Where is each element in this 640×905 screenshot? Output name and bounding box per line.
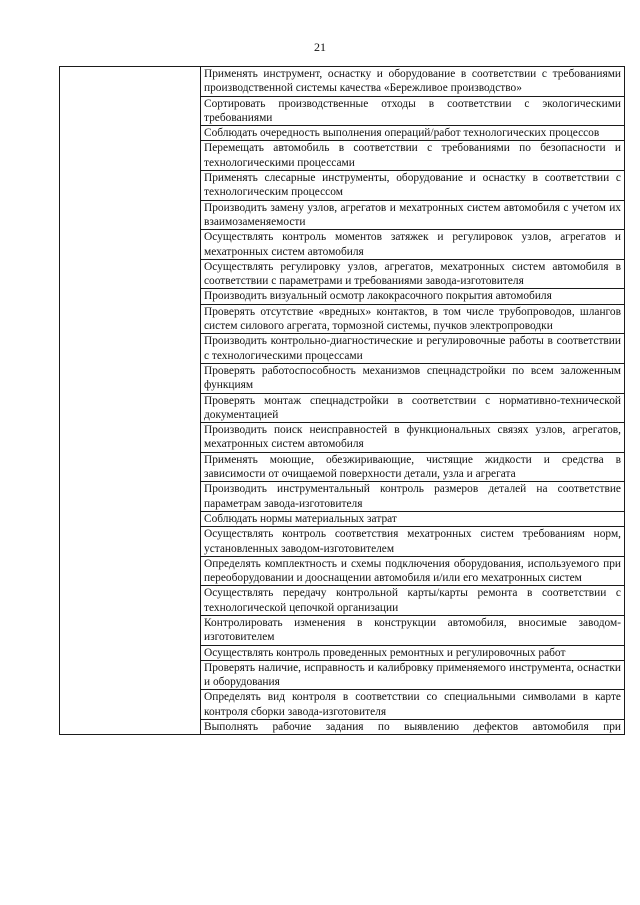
cell-text: Производить поиск неисправностей в функциональных связях узлов, агрегатов, мехатронных систем автомобиля: [204, 424, 621, 451]
cell-text-partial: Выполнять рабочие задания по выявлению дефектов автомобиля при: [204, 721, 621, 734]
cell-text: Осуществлять контроль проведенных ремонтных и регулировочных работ: [204, 646, 566, 659]
cell-text: Проверять отсутствие «вредных» контактов, в том числе трубопроводов, шлангов систем силового агрегата, тормозной системы, пучков электропроводки: [204, 305, 621, 333]
table-cell: [201, 586, 625, 616]
table-cell: [201, 393, 625, 423]
cell-text: Проверять наличие, исправность и калибровку применяемого инструмента, оснастки и оборудования: [204, 661, 621, 689]
table-cell: [201, 615, 625, 645]
table-cell: [201, 126, 625, 141]
left-column-cell: [60, 67, 201, 735]
table-cell-partial: [201, 720, 625, 735]
table-cell: [201, 200, 625, 230]
table-cell: [201, 690, 625, 720]
table-cell: [201, 259, 625, 289]
cell-text: Соблюдать очередность выполнения операций/работ технологических процессов: [204, 127, 600, 140]
cell-text: Применять слесарные инструменты, оборудование и оснастку в соответствии с технологическим процессом: [204, 172, 621, 199]
table-row: [60, 67, 625, 97]
cell-text: Производить инструментальный контроль размеров деталей на соответствие параметрам завода-изготовителя: [204, 483, 621, 510]
table-cell: [201, 423, 625, 453]
table-cell: [201, 452, 625, 482]
cell-text: Применять инструмент, оснастку и оборудование в соответствии с требованиями производственной системы качества «Бережливое производство»: [204, 68, 621, 95]
cell-text: Осуществлять контроль моментов затяжек и регулировок узлов, агрегатов и мехатронных систем автомобиля: [204, 231, 621, 258]
cell-text: Определять комплектность и схемы подключения оборудования, используемого при переоборудовании и дооснащении автомобиля и/или его мехатронных систем: [204, 557, 621, 585]
cell-text: Проверять работоспособность механизмов спецнадстройки по всем заложенным функциям: [204, 364, 621, 392]
cell-text: Контролировать изменения в конструкции автомобиля, вносимые заводом-изготовителем: [204, 616, 621, 644]
cell-text: Применять моющие, обезжиривающие, чистящие жидкости и средства в зависимости от очищаемой поверхности детали, узла и агрегата: [204, 453, 621, 481]
table-cell: [201, 334, 625, 364]
table-cell: [201, 527, 625, 557]
cell-text: Соблюдать нормы материальных затрат: [204, 512, 397, 525]
skills-table-body: [60, 67, 625, 735]
cell-text: Перемещать автомобиль в соответствии с требованиями по безопасности и технологическими процессами: [204, 142, 621, 169]
skills-table: [59, 66, 625, 735]
table-cell: [201, 230, 625, 260]
table-cell: [201, 304, 625, 334]
table-cell: [201, 67, 625, 97]
table-cell: [201, 482, 625, 512]
cell-text: Производить визуальный осмотр лакокрасочного покрытия автомобиля: [204, 290, 552, 303]
table-cell: [201, 645, 625, 660]
table-cell: [201, 660, 625, 690]
table-cell: [201, 556, 625, 586]
cell-text: Проверять монтаж спецнадстройки в соответствии с нормативно-технической документацией: [204, 394, 621, 421]
table-cell: [201, 289, 625, 304]
table-cell: [201, 511, 625, 526]
cell-text: Сортировать производственные отходы в соответствии с экологическими требованиями: [204, 97, 621, 124]
table-cell: [201, 171, 625, 201]
page-number: 21: [314, 40, 326, 54]
cell-text: Осуществлять регулировку узлов, агрегатов, мехатронных систем автомобиля в соответствии с параметрами и требованиями завода-изготовителя: [204, 260, 621, 288]
cell-text: Определять вид контроля в соответствии со специальными символами в карте контроля сборки завода-изготовителя: [204, 691, 621, 718]
cell-text: Осуществлять передачу контрольной карты/карты ремонта в соответствии с технологической цепочкой организации: [204, 587, 621, 614]
cell-text: Производить контрольно-диагностические и регулировочные работы в соответствии с технологическими процессами: [204, 335, 621, 362]
table-cell: [201, 363, 625, 393]
table-cell: [201, 96, 625, 126]
table-cell: [201, 141, 625, 171]
cell-text: Производить замену узлов, агрегатов и мехатронных систем автомобиля с учетом их взаимозаменяемости: [204, 201, 621, 228]
cell-text: Осуществлять контроль соответствия мехатронных систем требованиям норм, установленных заводом-изготовителем: [204, 528, 621, 555]
